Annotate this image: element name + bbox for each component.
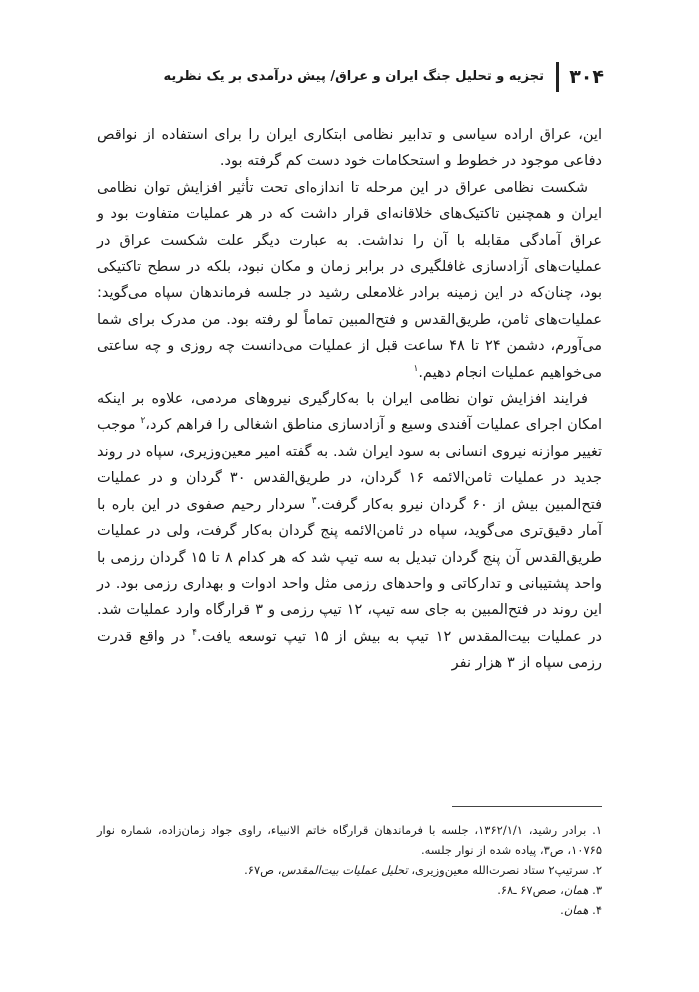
footnote-2-suffix: ، ص۶۷. [244,863,282,877]
footnote-3-ibid: همان [563,883,589,897]
main-text [97,122,602,677]
paragraph-1-text: این، عراق اراده سیاسی و تدابیر نظامی ابتکاری ایران را برای استفاده از نواقص دفاعی موجود در خطوط و استحکامات خود دست کم گرفته بود. [97,127,602,170]
footnote-ref-3[interactable]: ۳ [311,495,317,506]
footnote-1: ۱. برادر رشید، ۱۳۶۲/۱/۱، جلسه با فرماندهان قرارگاه خاتم الانبیاء، راوی جواد زمان‌زاده، شماره نوار ۱۰۷۶۵، ص۳، پیاده شده از نوار جلسه. [97,823,602,857]
header-divider [556,62,559,92]
footnote-4-ibid: همان [563,903,589,917]
footnote-ref-1[interactable]: ۱ [413,363,419,374]
footnote-2-title: تحلیل عملیات بیت‌المقدس [281,863,408,877]
paragraph-3-text-d: در واقع قدرت رزمی سپاه از ۳ هزار نفر [97,628,602,672]
footnote-separator [452,806,602,807]
footnote-ref-4[interactable]: ۴ [192,627,197,638]
footnote-3 [97,880,602,900]
paragraph-2-text: شکست نظامی عراق در این مرحله تا اندازه‌ای تحت تأثیر افزایش توان نظامی ایران و همچنین تاکتیک‌های خلاقانه‌ای قرار داشت که در هر عملیات متفاوت بود و عراق آمادگی مقابله با آن را نداشت. به عبارت دیگر علت شکست عراق در عملیات‌های آزادسازی غافلگیری در برابر زمان و مکان نبود، بلکه در سطح تاکتیکی بود، چنان‌که در این زمینه برادر غلامعلی رشید در جلسه فرماندهان سپاه می‌گوید: عملیات‌های ثامن، طریق‌القدس و فتح‌المبین تماماً لو رفته بود. من مدرک برای شما می‌آورم، دشمن ۲۴ تا ۴۸ ساعت قبل از عملیات می‌دانست چه روزی و چه ساعتی می‌خواهیم عملیات انجام دهیم. [97,179,602,381]
page-number: ۳۰۴ [569,66,604,88]
running-title: تجزیه و تحلیل جنگ ایران و عراق/ پیش درآمدی بر یک نظریه [163,69,544,84]
footnote-ref-2[interactable]: ۲ [140,416,146,427]
footnote-3-suffix: ، صص۶۷ ـ۶۸. [497,883,564,897]
footnotes [97,820,602,920]
footnote-4-prefix: ۴. [588,903,602,917]
paragraph-2 [97,175,602,386]
footnote-2-prefix: ۲. سرتیپ۲ ستاد نصرت‌الله معین‌وزیری، [407,863,602,877]
footnote-2 [97,860,602,880]
paragraph-3-text-c: سردار رحیم صفوی در این باره با آمار دقیق‌تری می‌گوید، سپاه در ثامن‌الائمه پنج گردان به‌کار گرفت، ولی در عملیات طریق‌القدس آن پنج گردان تبدیل به سه تیپ شد که هر کدام ۸ تا ۱۵ گردان رزمی با واحد پشتیبانی و تدارکاتی و واحدهای رزمی مثل واحد ادوات و بهداری رزمی بود. در این روند در فتح‌المبین به جای سه تیپ، ۱۲ تیپ رزمی و ۳ قرارگاه وارد عملیات شد. در عملیات بیت‌المقدس ۱۲ تیپ به بیش از ۱۵ تیپ توسعه یافت. [97,496,602,645]
paragraph-3-text-b: موجب تغییر موازنه نیروی انسانی به سود ایران شد. به گفته امیر معین‌وزیری، سپاه در روند جدید در عملیات ثامن‌الائمه ۱۶ گردان، در طریق‌القدس ۳۰ گردان و در عملیات فتح‌المبین بیش از ۶۰ گردان نیرو به‌کار گرفت. [97,417,602,513]
footnote-4-suffix: . [560,903,564,917]
paragraph-1 [97,122,602,175]
footnote-3-prefix: ۳. [588,883,602,897]
paragraph-3 [97,386,602,676]
running-header [95,62,604,92]
paragraph-3-text-a: فرایند افزایش توان نظامی ایران با به‌کارگیری نیروهای مردمی، علاوه بر اینکه امکان اجرای عملیات آفندی وسیع و آزادسازی مناطق اشغالی را فراهم کرد، [97,391,602,434]
footnote-4 [97,900,602,920]
